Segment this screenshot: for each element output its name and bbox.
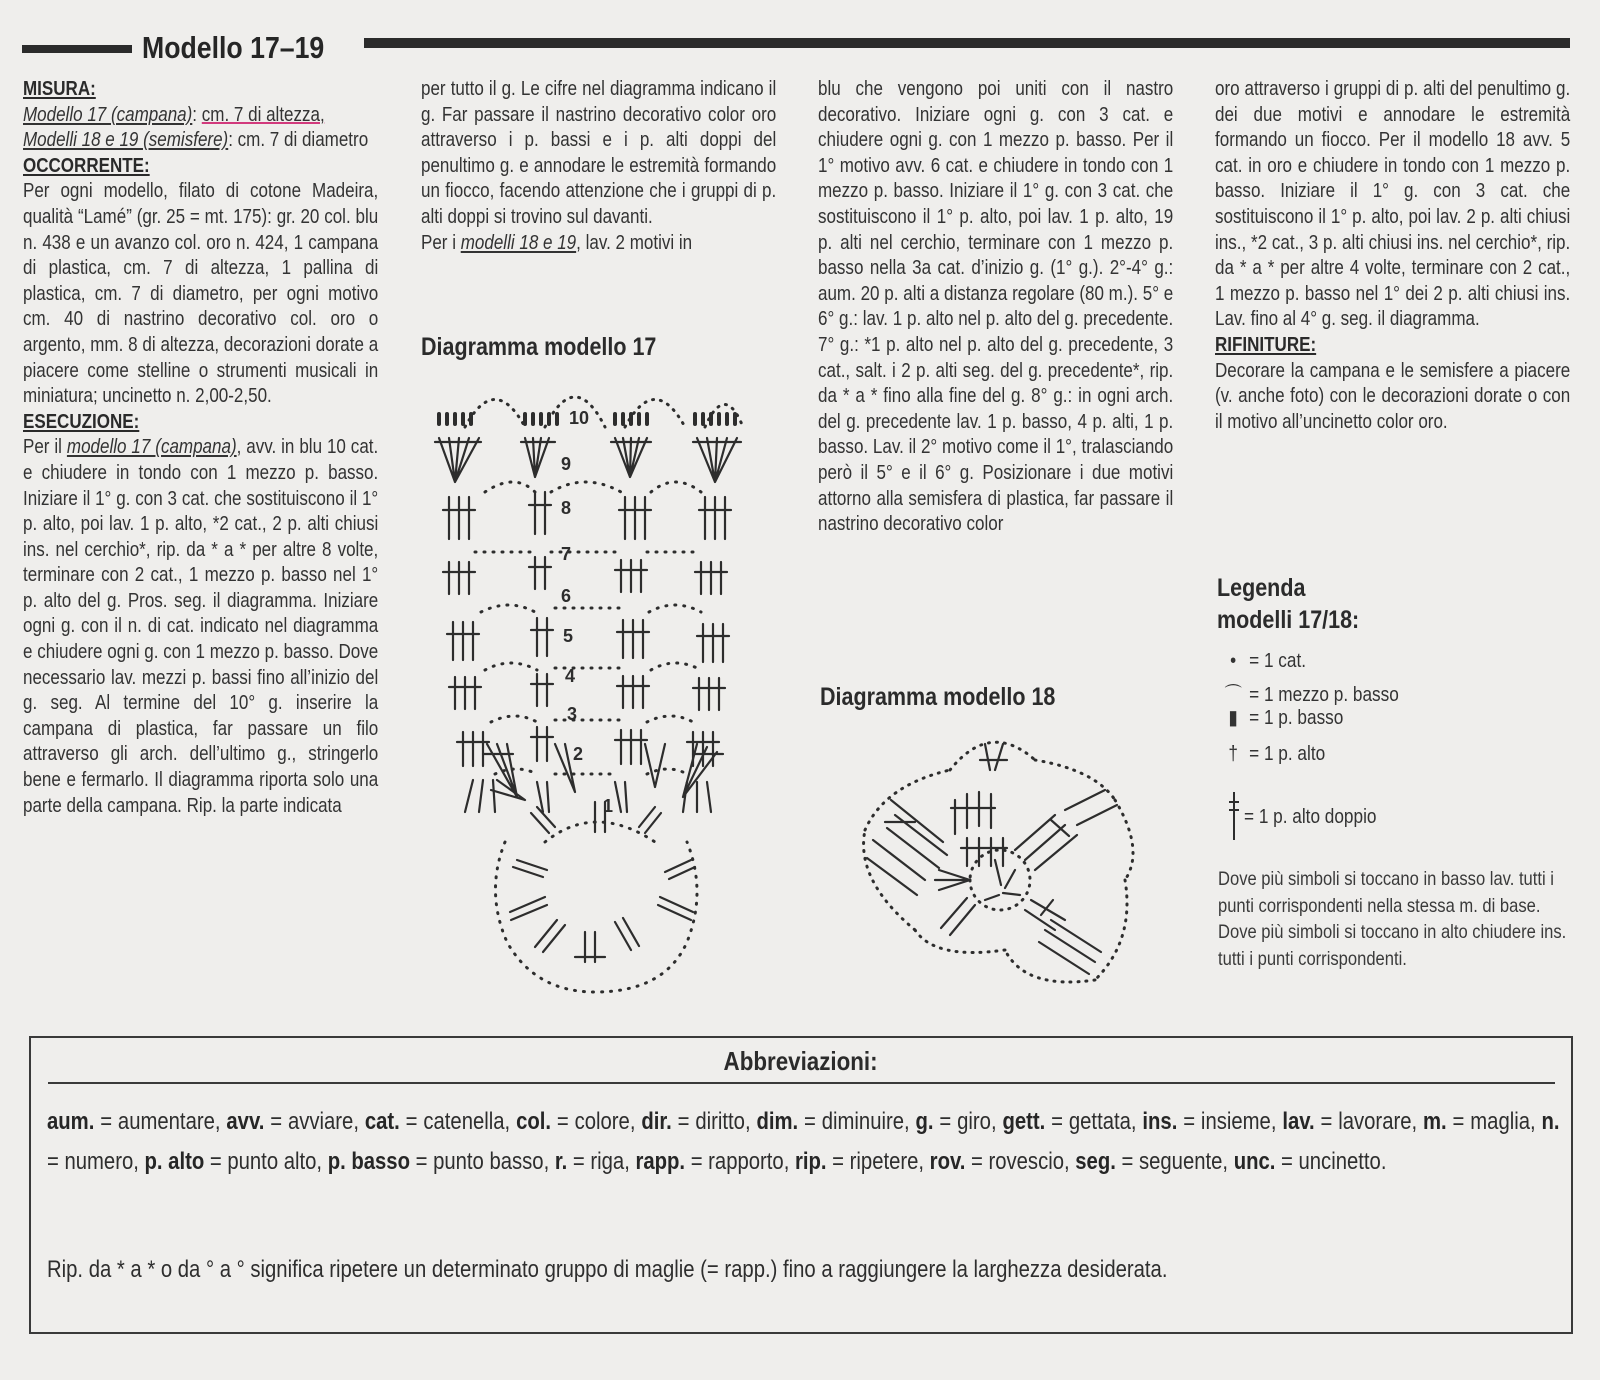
col3-text: blu che vengono poi uniti con il nastro decorativo. Iniziare ogni g. con 3 cat. e chiudere ogni g. con 1 mezzo p. basso. Per il 1° motivo avv. 6 cat. e chiudere in tondo con 1 mezzo p. basso. Iniziare il 1° g. con 3 cat. che sostituiscono il 1° p. alto, poi lav. 1 p. alto, 19 p. alti nel cerchio, terminare con 1 mezzo p. basso nella 3a cat. d’inizio g. (1° g.). 2°-4° g.: aum. 20 p. alti a distanza regolare (80 m.). 5° e 6° g.: lav. 1 p. alto nel p. alto del g. precedente. 7° g.: *1 p. alto nel p. alto del g. precedente, 3 cat., salt. i 2 p. alti seg. del g. precedente*, rip. da * a * fino alla fine del g. 8° g.: in ogni arch. del g. precedente lav. 1 p. basso, 4 p. alti, 1 p. basso. Lav. il 2° motivo come il 1°, tralasciando però il 5° e il 6° g. Posizionare i due motivi attorno alla semisfera di plastica, far passare il nastrino decorativo color — [818, 77, 1174, 536]
rifiniture-heading: RIFINITURE: — [1215, 332, 1317, 356]
diagram-18 — [855, 730, 1145, 995]
modelli-18-19-label: Modelli 18 e 19 (semisfere) — [23, 128, 229, 152]
abbreviation-entry — [1234, 1148, 1387, 1175]
double-crochet-icon: † — [1228, 743, 1238, 765]
abbreviation-entry — [795, 1148, 930, 1175]
abbreviation-entry — [328, 1148, 555, 1175]
abbreviation-meaning: = maglia, — [1446, 1108, 1542, 1135]
occorrente-heading: OCCORRENTE: — [23, 153, 150, 177]
modello-17-size: cm. 7 di altezza, — [201, 102, 325, 126]
abbreviation-term: p. alto — [144, 1148, 205, 1175]
abbreviations-box — [29, 1036, 1573, 1334]
treble-crochet-icon — [1228, 790, 1240, 842]
abbreviation-meaning: = seguente, — [1115, 1148, 1234, 1175]
diagram-17 — [425, 372, 770, 997]
abbreviation-term: dim. — [756, 1108, 799, 1135]
abbreviation-entry — [1423, 1108, 1542, 1135]
abbreviation-meaning: = aumentare, — [94, 1108, 227, 1135]
abbreviation-meaning: = avviare, — [264, 1108, 365, 1135]
abbreviation-meaning: = catenella, — [399, 1108, 517, 1135]
legend-title: Legenda modelli 17/18: — [1217, 574, 1360, 634]
chain-dot-icon: • — [1230, 650, 1237, 672]
abbreviation-entry — [641, 1108, 756, 1135]
row-label-2: 2 — [573, 744, 584, 764]
row-label-5: 5 — [563, 626, 574, 646]
occorrente-text: Per ogni modello, filato di cotone Madeira, qualità “Lamé” (gr. 25 = mt. 175): gr. 20 col. blu n. 438 e un avanzo col. oro n. 424, 1 campana di plastica, cm. 7 di altezza, 1 pallina di plastica, cm. 7 di diametro, per ogni motivo cm. 40 di nastrino decorativo col. oro o argento, mm. 8 di altezza, decorazioni dorate a piacere come stelline o strumenti musicali in miniatura; uncinetto n. 2,00-2,50. — [23, 179, 379, 408]
col2-text: per tutto il g. Le cifre nel diagramma indicano il g. Far passare il nastrino decorativo color oro attraverso i p. bassi e i p. alti doppi del penultimo g. e annodare le estremità formando un fiocco, facendo attenzione che i gruppi di p. alti doppi si trovino sul davanti. — [421, 77, 777, 228]
abbreviation-term: n. — [1541, 1108, 1560, 1135]
abbreviation-entry — [1282, 1108, 1423, 1135]
modelli-18-19-link: modelli 18 e 19 — [460, 230, 577, 254]
diagram-17-title: Diagramma modello 17 — [421, 333, 657, 361]
abbreviation-meaning: = riga, — [567, 1148, 636, 1175]
abbreviation-meaning: = giro, — [933, 1108, 1003, 1135]
modello-17-label: Modello 17 (campana) — [23, 102, 193, 126]
abbreviation-meaning: = colore, — [551, 1108, 642, 1135]
modello-17-link: modello 17 (campana) — [66, 435, 237, 459]
abbreviation-meaning: = diritto, — [671, 1108, 757, 1135]
row-label-6: 6 — [561, 586, 572, 606]
abbreviations-list — [47, 1102, 1560, 1182]
abbreviation-entry — [226, 1108, 364, 1135]
column-2 — [421, 76, 776, 255]
abbreviations-title: Abbreviazioni: — [723, 1046, 879, 1076]
column-4 — [1215, 76, 1570, 434]
page-title: Modello 17–19 — [142, 30, 325, 65]
abbreviation-term: gett. — [1002, 1108, 1046, 1135]
abbreviation-term: rapp. — [635, 1148, 686, 1175]
abbreviation-meaning: = lavorare, — [1314, 1108, 1424, 1135]
modelli-18-19-size: : cm. 7 di diametro — [228, 128, 369, 152]
abbreviation-meaning: = rapporto, — [685, 1148, 795, 1175]
legend-item-treble-crochet: = 1 p. alto doppio — [1244, 806, 1377, 828]
row-label-4: 4 — [565, 666, 576, 686]
abbreviation-term: avv. — [226, 1108, 265, 1135]
abbreviation-term: lav. — [1282, 1108, 1315, 1135]
repeat-note: Rip. da * a * o da ° a ° significa ripetere un determinato gruppo di maglie (= rapp.) fino a raggiungere la larghezza desiderata. — [47, 1256, 1168, 1283]
abbreviation-term: rov. — [929, 1148, 966, 1175]
abbreviation-term: col. — [516, 1108, 552, 1135]
abbreviation-entry — [516, 1108, 641, 1135]
abbreviation-term: m. — [1423, 1108, 1447, 1135]
diagram-18-title: Diagramma modello 18 — [820, 683, 1056, 711]
abbreviation-term: rip. — [794, 1148, 827, 1175]
col2-text-modelli: Per i modelli 18 e 19, lav. 2 motivi in — [421, 230, 693, 254]
abbreviation-entry — [1142, 1108, 1282, 1135]
abbreviation-entry — [635, 1148, 795, 1175]
col4-text: oro attraverso i gruppi di p. alti del penultimo g. dei due motivi e annodare le estremità formando un fiocco. Per il modello 18 avv. 5 cat. in oro e chiudere in tondo con 1 mezzo p. basso. Iniziare il 1° g. con 3 cat. che sostituiscono il 1° p. alto, poi lav. 2 p. alti chiusi ins., *2 cat., 3 p. alti chiusi ins. nel cerchio*, rip. da * a * per altre 4 volte, terminare con 2 cat., 1 mezzo p. basso nel 1° dei 2 p. alti chiusi ins. Lav. fino al 4° g. seg. il diagramma. — [1215, 77, 1571, 331]
abbreviation-entry — [47, 1108, 226, 1135]
abbreviation-entry — [916, 1108, 1003, 1135]
abbreviation-term: g. — [915, 1108, 934, 1135]
row-label-3: 3 — [567, 704, 578, 724]
abbreviation-meaning: = gettata, — [1045, 1108, 1143, 1135]
abbreviations-rule — [48, 1082, 1555, 1084]
abbreviation-term: p. basso — [327, 1148, 410, 1175]
row-label-10: 10 — [569, 408, 590, 428]
esecuzione-heading: ESECUZIONE: — [23, 409, 140, 433]
legend-item-slip-stitch: ⌒ = 1 mezzo p. basso — [1222, 678, 1399, 707]
abbreviation-term: dir. — [641, 1108, 672, 1135]
abbreviation-meaning: = uncinetto. — [1275, 1148, 1387, 1175]
abbreviation-term: unc. — [1233, 1148, 1276, 1175]
misura-heading: MISURA: — [23, 77, 96, 100]
abbreviation-meaning: = ripetere, — [826, 1148, 930, 1175]
page-header — [22, 30, 1570, 66]
header-rule-right — [364, 38, 1570, 48]
abbreviation-entry — [555, 1148, 636, 1175]
legend-note: Dove più simboli si toccano in basso lav. tutti i punti corrispondenti nella stessa m. di base. Dove più simboli si toccano in alto chiudere ins. tutti i punti corrispondenti. — [1218, 868, 1567, 970]
single-crochet-icon: ▮ — [1228, 707, 1238, 729]
header-rule-left — [22, 45, 132, 53]
abbreviation-meaning: = rovescio, — [965, 1148, 1076, 1175]
column-1: MISURA: Modello 17 (campana): cm. 7 di altezza, Modelli 18 e 19 (semisfere): cm. 7 di diametro OCCORRENTE: Per ogni modello, filato di cotone Madeira, qualità “Lamé” (gr. 25 = mt. 175): gr. 20 col. blu n. 438 e un avanzo col. oro n. 424, 1 campana di plastica, cm. 7 di altezza, 1 pallina di plastica, cm. 7 di diametro, per ogni motivo cm. 40 di nastrino decorativo col. oro o argento, mm. 8 di altezza, decorazioni dorate a piacere come stelline o strumenti musicali in miniatura; uncinetto n. 2,00-2,50. ESECUZIONE: Per il modello 17 (campana), avv. in blu 10 cat. e chiudere in tondo con 1 mezzo p. basso. Iniziare il 1° g. con 3 cat. che sostituiscono il 1° p. alto, poi lav. 1 p. alto, *2 cat., 2 p. alti chiusi ins. nel cerchio*, rip. da * a * per altre 8 volte, terminare con 2 cat., 1 mezzo p. basso nel 1° p. alto del g. Pros. seg. il diagramma. Iniziare ogni g. con il n. di cat. indicato nel diagramma e chiudere ogni g. con 1 mezzo p. basso. Dove necessario lav. mezzi p. bassi fino all’inizio del g. seg. Al termine del 10° g. inserire la campana di plastica, far passare un filo attraverso gli arch. dell’ultimo g., stringerlo bene e fermarlo. Il diagramma riporta solo una parte della campana. Rip. la parte indicata — [23, 77, 379, 817]
rifiniture-text: Decorare la campana e le semisfere a piacere (v. anche foto) con le decorazioni dorate o con il motivo all’uncinetto color oro. — [1215, 358, 1571, 433]
legend-item-single-crochet: ▮ = 1 p. basso — [1222, 705, 1343, 730]
row-label-9: 9 — [561, 454, 572, 474]
abbreviation-meaning: = punto basso, — [409, 1148, 555, 1175]
abbreviation-term: seg. — [1075, 1148, 1116, 1175]
abbreviation-entry — [145, 1148, 328, 1175]
abbreviation-meaning: = insieme, — [1177, 1108, 1283, 1135]
abbreviation-meaning: = diminuire, — [798, 1108, 916, 1135]
abbreviation-entry — [756, 1108, 915, 1135]
row-label-7: 7 — [561, 544, 572, 564]
abbreviation-term: r. — [554, 1148, 568, 1175]
abbreviation-term: cat. — [364, 1108, 400, 1135]
column-3 — [818, 76, 1173, 537]
abbreviation-entry — [365, 1108, 516, 1135]
abbreviation-meaning: = numero, — [47, 1148, 145, 1175]
abbreviation-entry — [1002, 1108, 1142, 1135]
abbreviation-entry — [1075, 1148, 1233, 1175]
abbreviation-meaning: = punto alto, — [204, 1148, 328, 1175]
legend-item-chain: • = 1 cat. — [1222, 650, 1306, 673]
abbreviation-term: aum. — [47, 1108, 95, 1135]
row-label-8: 8 — [561, 498, 572, 518]
abbreviation-entry — [930, 1148, 1076, 1175]
esecuzione-text: Per il modello 17 (campana), avv. in blu 10 cat. e chiudere in tondo con 1 mezzo p. basso. Iniziare il 1° g. con 3 cat. che sostituiscono il 1° p. alto, poi lav. 1 p. alto, *2 cat., 2 p. alti chiusi ins. nel cerchio*, rip. da * a * per altre 8 volte, terminare con 2 cat., 1 mezzo p. basso nel 1° p. alto del g. Pros. seg. il diagramma. Iniziare ogni g. con il n. di cat. indicato nel diagramma e chiudere ogni g. con 1 mezzo p. basso. Dove necessario lav. mezzi p. bassi fino all’inizio del g. seg. Al termine del 10° g. inserire la campana di plastica, far passare un filo attraverso gli arch. dell’ultimo g., stringerlo bene e fermarlo. Il diagramma riporta solo una parte della campana. Rip. la parte indicata — [23, 435, 379, 817]
abbreviation-term: ins. — [1142, 1108, 1178, 1135]
row-label-1: 1 — [603, 796, 614, 816]
legend-item-double-crochet: † = 1 p. alto — [1222, 743, 1325, 766]
slip-stitch-icon: ⌒ — [1224, 684, 1242, 706]
